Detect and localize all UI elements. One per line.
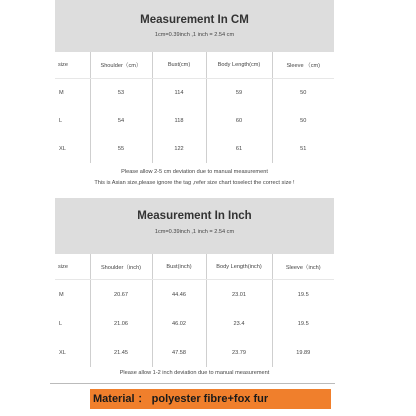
shoulder-cell: 53 bbox=[90, 79, 152, 108]
table-row bbox=[55, 135, 334, 163]
cm-chart-conversion-note: 1cm=0.39inch ,1 inch = 2.54 cm bbox=[154, 32, 235, 38]
column-header-sleeve: Sleeve （cm) bbox=[272, 52, 334, 79]
table-row bbox=[55, 338, 334, 367]
shoulder-cell: 54 bbox=[90, 107, 152, 135]
inch-chart-notes bbox=[55, 367, 334, 378]
body-length-cell: 59 bbox=[206, 79, 272, 108]
table-row bbox=[55, 280, 334, 310]
divider bbox=[50, 383, 335, 384]
body-length-cell: 60 bbox=[206, 107, 272, 135]
shoulder-cell: 21.06 bbox=[90, 309, 152, 338]
inch-size-table bbox=[55, 254, 334, 367]
size-cell: L bbox=[59, 118, 63, 124]
inch-chart-header bbox=[55, 198, 334, 254]
deviation-note: Please allow 1-2 inch deviation due to manual measurement bbox=[119, 370, 270, 376]
size-cell: M bbox=[59, 291, 64, 298]
bust-cell: 114 bbox=[152, 79, 206, 108]
table-row bbox=[55, 309, 334, 338]
material-banner: Material ： polyester fibre+fox fur bbox=[90, 389, 331, 409]
cm-size-chart bbox=[55, 0, 334, 196]
sleeve-cell: 19.5 bbox=[272, 309, 334, 338]
body-length-cell: 23.79 bbox=[206, 338, 272, 367]
deviation-note: Please allow 2-5 cm deviation due to manual measurement bbox=[121, 169, 268, 175]
column-header-shoulder: Shoulder（cm） bbox=[90, 52, 152, 79]
sleeve-cell: 19.89 bbox=[272, 338, 334, 367]
bust-cell: 122 bbox=[152, 135, 206, 163]
shoulder-cell: 21.45 bbox=[90, 338, 152, 367]
size-cell: M bbox=[59, 90, 64, 96]
table-header-row bbox=[55, 52, 334, 79]
column-header-bust: Bust(cm) bbox=[152, 52, 206, 79]
table-row bbox=[55, 107, 334, 135]
column-header-body-length: Body Length(inch) bbox=[206, 254, 272, 280]
column-header-bust: Bust(inch) bbox=[152, 254, 206, 280]
bust-cell: 46.02 bbox=[152, 309, 206, 338]
bust-cell: 47.58 bbox=[152, 338, 206, 367]
cm-size-table bbox=[55, 52, 334, 163]
size-cell: L bbox=[59, 320, 63, 327]
table-row bbox=[55, 79, 334, 108]
column-header-sleeve: Sleeve（inch) bbox=[272, 254, 334, 280]
column-header-shoulder: Shoulder（inch) bbox=[90, 254, 152, 280]
bust-cell: 44.46 bbox=[152, 280, 206, 310]
body-length-cell: 23.4 bbox=[206, 309, 272, 338]
cm-chart-title: Measurement In CM bbox=[140, 14, 249, 26]
cm-chart-header bbox=[55, 0, 334, 52]
cm-chart-notes bbox=[55, 163, 334, 189]
column-header-body-length: Body Length(cm) bbox=[206, 52, 272, 79]
inch-chart-title: Measurement In Inch bbox=[137, 210, 252, 222]
sleeve-cell: 50 bbox=[272, 107, 334, 135]
body-length-cell: 61 bbox=[206, 135, 272, 163]
size-cell: XL bbox=[59, 349, 66, 356]
inch-chart-conversion-note: 1cm=0.39inch ,1 inch = 2.54 cm bbox=[154, 229, 235, 235]
sleeve-cell: 51 bbox=[272, 135, 334, 163]
sleeve-cell: 50 bbox=[272, 79, 334, 108]
shoulder-cell: 20.67 bbox=[90, 280, 152, 310]
inch-size-chart bbox=[55, 198, 334, 382]
column-header-size: size bbox=[55, 52, 90, 79]
table-header-row bbox=[55, 254, 334, 280]
sleeve-cell: 19.5 bbox=[272, 280, 334, 310]
bust-cell: 118 bbox=[152, 107, 206, 135]
column-header-size: size bbox=[55, 254, 90, 280]
shoulder-cell: 55 bbox=[90, 135, 152, 163]
asian-size-note: This is Asian size,please ignore the tag ,refer size chart toselect the correct size ! bbox=[94, 180, 295, 186]
size-cell: XL bbox=[59, 146, 66, 152]
body-length-cell: 23.01 bbox=[206, 280, 272, 310]
